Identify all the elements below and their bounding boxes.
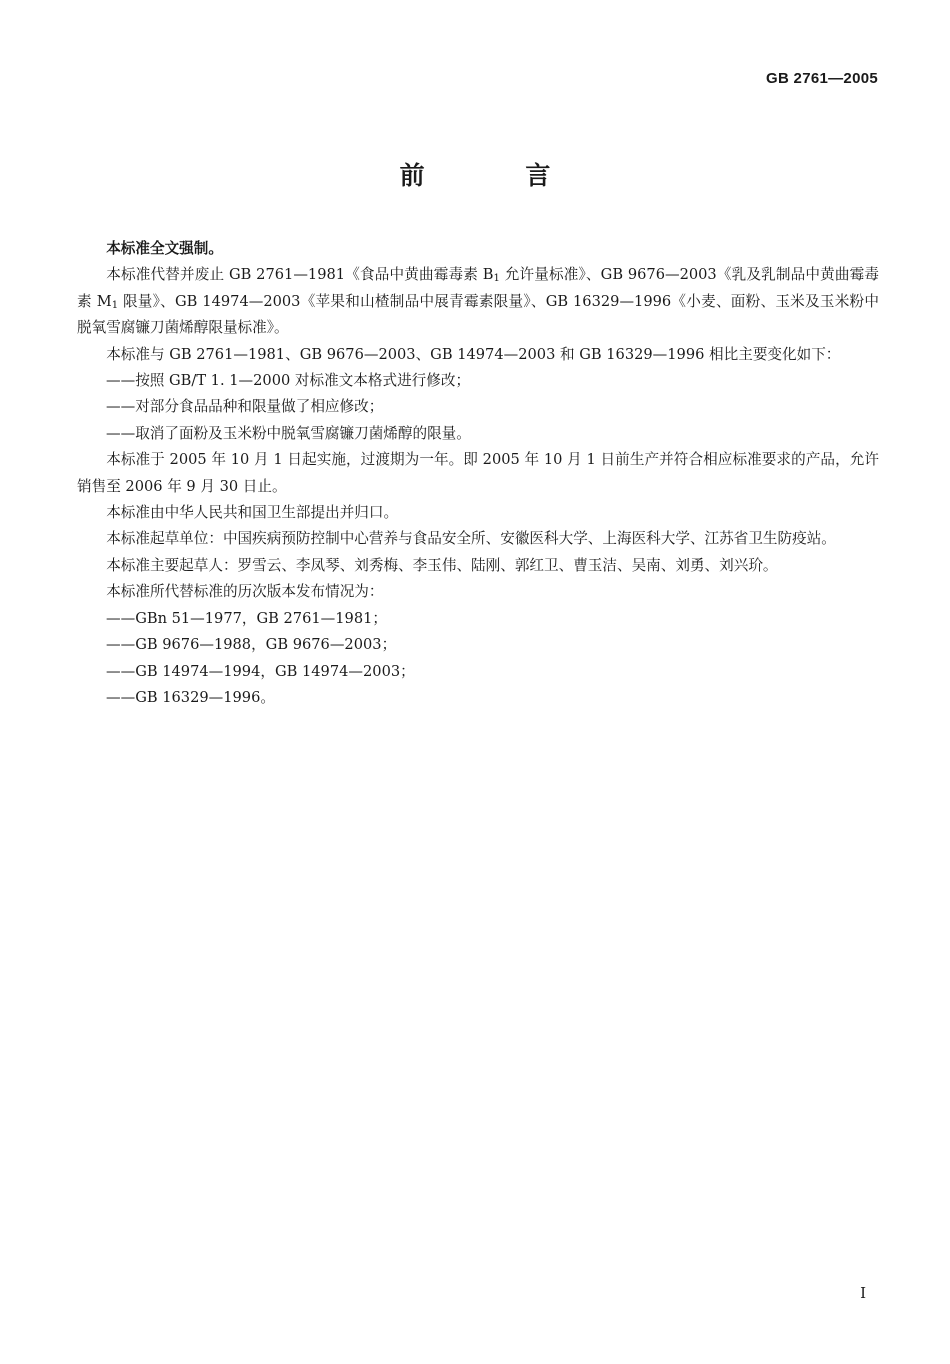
paragraph-proposer: 本标准由中华人民共和国卫生部提出并归口。	[106, 504, 399, 522]
paragraph-replaces-part-c: 限量》、GB 14974—2003《苹果和山楂制品中展青霉素限量》、GB 16329—1996《小麦、面粉、玉米及玉米粉中脱氧雪腐镰刀菌烯醇限量标准》。	[77, 292, 879, 337]
paragraph-effective-date: 本标准于 2005 年 10 月 1 日起实施，过渡期为一年。即 2005 年 10 月 1 日前生产并符合相应标准要求的产品，允许销售至 2006 年 9 月 30 日止。	[77, 451, 879, 495]
history-item: ——GB 14974—1994，GB 14974—2003；	[106, 662, 415, 680]
change-item: ——按照 GB/T 1. 1—2000 对标准文本格式进行修改；	[106, 372, 471, 390]
paragraph-history-intro: 本标准所代替标准的历次版本发布情况为：	[106, 583, 384, 601]
standard-code: GB 2761—2005	[765, 70, 878, 87]
history-item: ——GB 9676—1988，GB 9676—2003；	[106, 636, 397, 654]
history-item: ——GB 16329—1996。	[106, 688, 275, 706]
history-item: ——GBn 51—1977，GB 2761—1981；	[106, 609, 387, 627]
change-item: ——取消了面粉及玉米粉中脱氧雪腐镰刀菌烯醇的限量。	[106, 424, 471, 442]
change-item: ——对部分食品品种和限量做了相应修改；	[106, 398, 384, 416]
paragraph-replaces-part-b: 允许量标准》、GB 9676—2003《乳及乳制品中黄曲霉毒素 M	[77, 266, 879, 310]
paragraph-mandatory: 本标准全文强制。	[106, 240, 223, 257]
document-body	[77, 236, 879, 711]
paragraph-drafting-units: 本标准起草单位：中国疾病预防控制中心营养与食品安全所、安徽医科大学、上海医科大学、江苏省卫生防疫站。	[106, 530, 836, 548]
paragraph-changes-intro: 本标准与 GB 2761—1981、GB 9676—2003、GB 14974—2003 和 GB 16329—1996 相比主要变化如下：	[106, 345, 841, 363]
paragraph-replaces-part-a: 本标准代替并废止 GB 2761—1981《食品中黄曲霉毒素 B	[106, 266, 494, 284]
page-number: I	[860, 1284, 866, 1302]
paragraph-replaces	[77, 262, 879, 341]
subscript-m1: 1	[111, 299, 119, 311]
page-title: 前 言	[399, 161, 597, 190]
subscript-b1: 1	[493, 273, 500, 285]
paragraph-drafters: 本标准主要起草人：罗雪云、李凤琴、刘秀梅、李玉伟、陆刚、郭红卫、曹玉洁、吴南、刘勇、刘兴玠。	[106, 556, 778, 574]
